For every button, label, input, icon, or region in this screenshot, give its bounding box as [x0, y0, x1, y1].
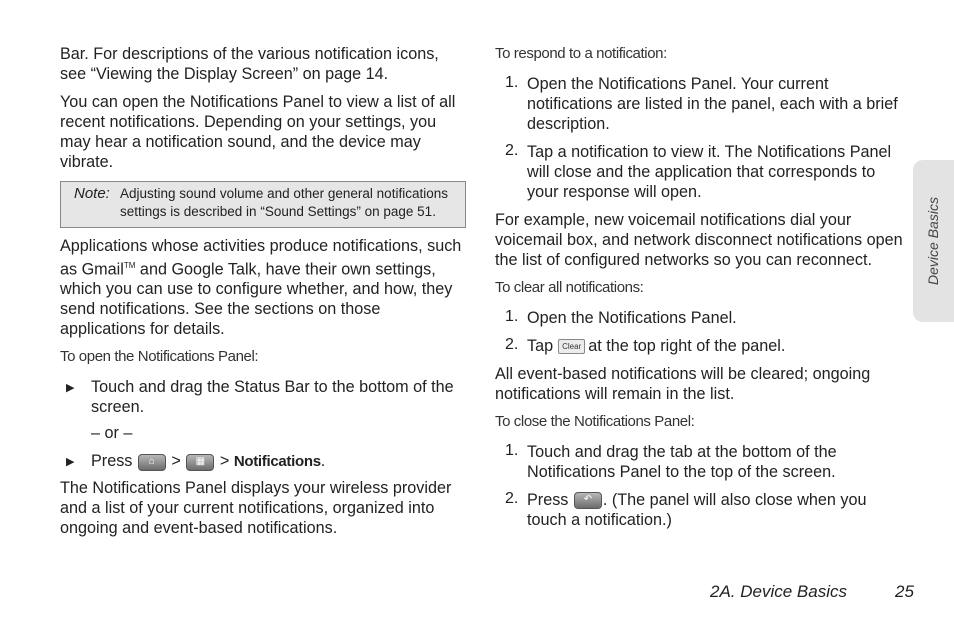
step-text — [527, 490, 905, 530]
paragraph-open-panel: You can open the Notifications Panel to view a list of all recent notifications. Depending on your settings, you may hear a notification sound, and the device may vibrate. — [60, 93, 456, 171]
right-column — [495, 44, 905, 538]
left-column — [60, 44, 466, 546]
press-word: Press — [527, 491, 569, 509]
separator-arrow: > — [171, 452, 181, 471]
bullet-text-drag: Touch and drag the Status Bar to the bottom of the screen. — [91, 378, 454, 417]
side-tab-label: Device Basics — [925, 197, 941, 285]
right-triangle-icon: ▶ — [66, 456, 75, 469]
procedure-heading-respond: To respond to a notification: — [495, 45, 667, 62]
paragraph-cleared: All event-based notifications will be cleared; ongoing notifications will remain in the list. — [495, 365, 871, 403]
bullet-item-press — [60, 451, 466, 472]
note-box — [60, 181, 466, 228]
paragraph-panel-displays: The Notifications Panel displays your wireless provider and a list of your current notifications, organized into ongoing and event-based notifications. — [60, 479, 452, 538]
step-text: Tap a notification to view it. The Notifications Panel will close and the application that corresponds to your response will open. — [527, 143, 892, 201]
step-text: Open the Notifications Panel. — [527, 309, 737, 327]
procedure-heading-open: To open the Notifications Panel: — [60, 348, 259, 366]
right-triangle-icon: ▶ — [66, 382, 75, 395]
separator-arrow: > — [219, 452, 230, 471]
footer-page-number: 25 — [895, 582, 914, 601]
respond-step-1 — [495, 74, 905, 134]
clear-step-2 — [495, 336, 905, 356]
footer-section-title: 2A. Device Basics — [710, 582, 847, 601]
applications-text-a: Applications whose activities produce notifications, such as Gmail — [60, 237, 462, 279]
step-number: 1. — [505, 308, 519, 325]
note-text: Adjusting sound volume and other general notifications settings is described in “Sound Settings” on page 51. — [120, 186, 448, 219]
tap-word: Tap — [527, 337, 554, 355]
paragraph-applications — [60, 236, 466, 339]
paragraph-example: For example, new voicemail notifications dial your voicemail box, and network disconnect notifications open the list of configured networks so you can reconnect. — [495, 211, 903, 269]
notifications-menu-item: Notifications — [233, 453, 321, 471]
step-number: 1. — [505, 74, 519, 91]
procedure-heading-clear: To clear all notifications: — [495, 279, 644, 296]
paragraph-intro: Bar. For descriptions of the various notification icons, see “Viewing the Display Screen” on page 14. — [60, 45, 439, 83]
back-arrow-icon: ↶ — [574, 492, 602, 509]
press-word: Press — [91, 452, 133, 471]
clear-step-tail: at the top right of the panel. — [588, 337, 786, 355]
side-tab — [913, 160, 954, 322]
bullet-text-press: Press ⌂ > ▦ > Notifications. — [91, 452, 326, 471]
step-number: 1. — [505, 442, 519, 459]
note-label: Note: — [74, 185, 110, 202]
bullet-item-drag — [60, 377, 466, 417]
step-number: 2. — [505, 142, 519, 159]
clear-button-icon: Clear — [558, 339, 585, 354]
respond-step-2 — [495, 142, 905, 202]
home-icon: ⌂ — [138, 454, 166, 471]
procedure-heading-close: To close the Notifications Panel: — [495, 413, 695, 430]
trademark-mark: TM — [123, 261, 136, 270]
close-step-2 — [495, 490, 905, 530]
applications-text-b: and Google Talk, have their own settings, which you can use to configure whether, and how, they send notifications. See the sections on those applications for details. — [60, 260, 453, 339]
step-text — [527, 336, 785, 356]
close-step-1 — [495, 442, 905, 482]
menu-icon: ▦ — [186, 454, 214, 471]
step-number: 2. — [505, 336, 519, 353]
step-number: 2. — [505, 490, 519, 507]
step-text: Open the Notifications Panel. Your current notifications are listed in the panel, each with a brief description. — [527, 75, 898, 133]
clear-step-1 — [495, 308, 905, 328]
step-text: Touch and drag the tab at the bottom of the Notifications Panel to the top of the screen. — [527, 443, 837, 481]
or-separator: – or – — [91, 424, 133, 443]
close-step-tail: . (The panel will also close when you touch a notification.) — [527, 491, 867, 529]
